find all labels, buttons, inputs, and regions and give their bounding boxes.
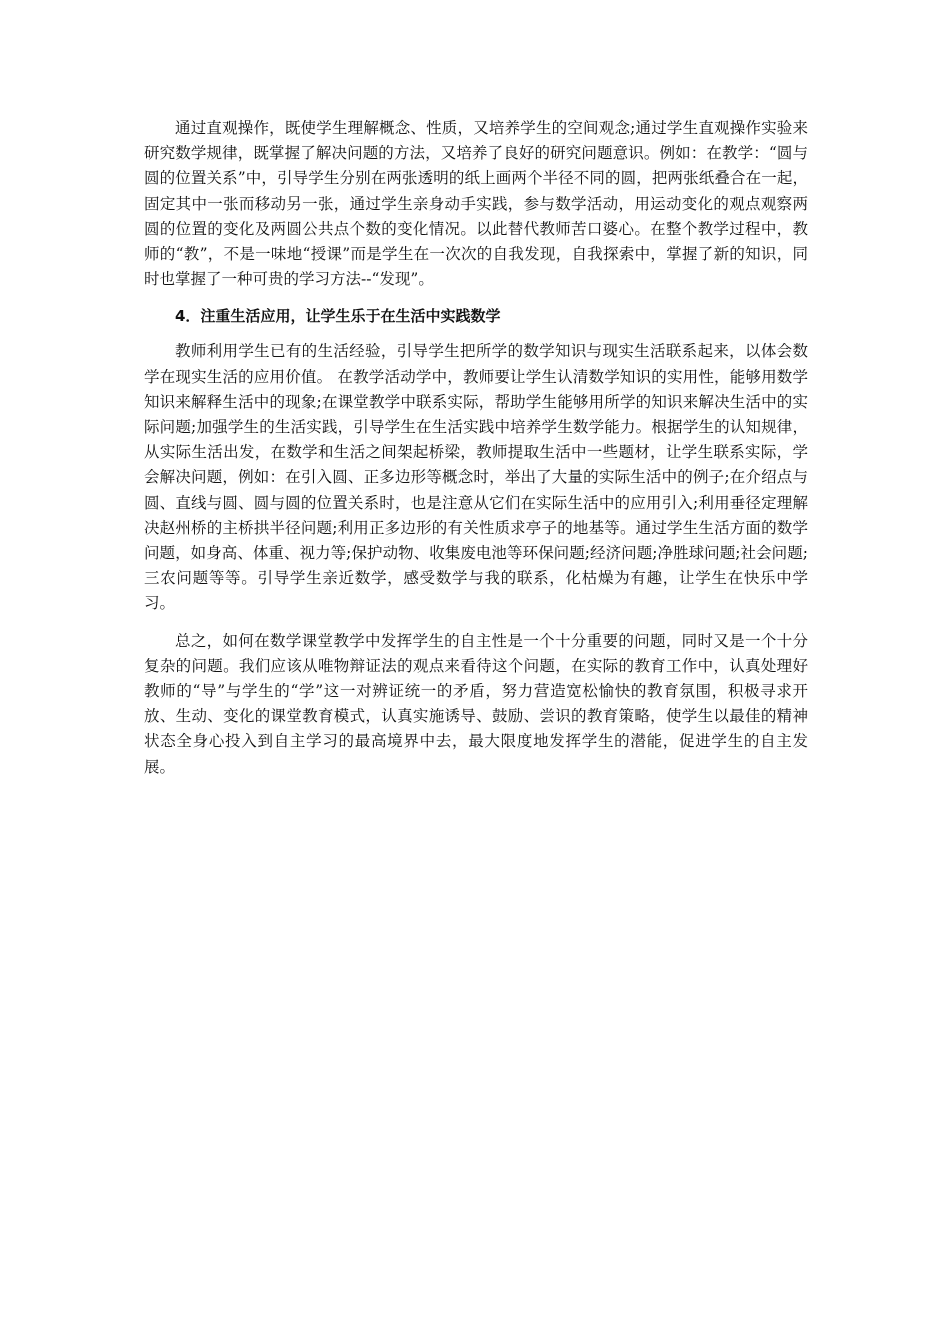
paragraph-intuitive-operation: 通过直观操作，既使学生理解概念、性质，又培养学生的空间观念;通过学生直观操作实验来研究数学规律，既掌握了解决问题的方法，又培养了良好的研究问题意识。例如：在教学：“圆与圆的位置关系”中，引导学生分别在两张透明的纸上画两个半径不同的圆，把两张纸叠合在一起，固定其中一张而移动另一张，通过学生亲身动手实践，参与数学活动，用运动变化的观点观察两圆的位置的变化及两圆公共点个数的变化情况。以此替代教师苦口婆心。在整个教学过程中，教师的“教”，不是一味地“授课”而是学生在一次次的自我发现，自我探索中，掌握了新的知识，同时也掌握了一种可贵的学习方法--“发现”。 xyxy=(144,119,808,289)
paragraph-conclusion: 总之，如何在数学课堂教学中发挥学生的自主性是一个十分重要的问题，同时又是一个十分复杂的问题。我们应该从唯物辩证法的观点来看待这个问题，在实际的教育工作中，认真处理好教师的“导”与学生的“学”这一对辨证统一的矛盾，努力营造宽松愉快的教育氛围，积极寻求开放、生动、变化的课堂教育模式，认真实施诱导、鼓励、尝识的教育策略，使学生以最佳的精神状态全身心投入到自主学习的最高境界中去，最大限度地发挥学生的潜能，促进学生的自主发展。 xyxy=(144,631,808,776)
section-heading-life-application: 4．注重生活应用，让学生乐于在生活中实践数学 xyxy=(175,307,501,326)
paragraph-life-experience: 教师利用学生已有的生活经验，引导学生把所学的数学知识与现实生活联系起来，以体会数学在现实生活的应用价值。 在教学活动学中，教师要让学生认清数学知识的实用性，能够用数学知识来解释生活中的现象;在课堂教学中联系实际，帮助学生能够用所学的知识来解决生活中的实际问题;加强学生的生活实践，引导学生在生活实践中培养学生数学能力。根据学生的认知规律，从实际生活出发，在数学和生活之间架起桥梁，教师提取生活中一些题材，让学生联系实际，学会解决问题，例如：在引入圆、正多边形等概念时，举出了大量的实际生活中的例子;在介绍点与圆、直线与圆、圆与圆的位置关系时，也是注意从它们在实际生活中的应用引入;利用垂径定理解决赵州桥的主桥拱半径问题;利用正多边形的有关性质求亭子的地基等。通过学生生活方面的数学问题，如身高、体重、视力等;保护动物、收集废电池等环保问题;经济问题;净胜球问题;社会问题;三农问题等等。引导学生亲近数学，感受数学与我的联系，化枯燥为有趣，让学生在快乐中学习。 xyxy=(144,342,808,613)
document-page xyxy=(144,116,808,792)
